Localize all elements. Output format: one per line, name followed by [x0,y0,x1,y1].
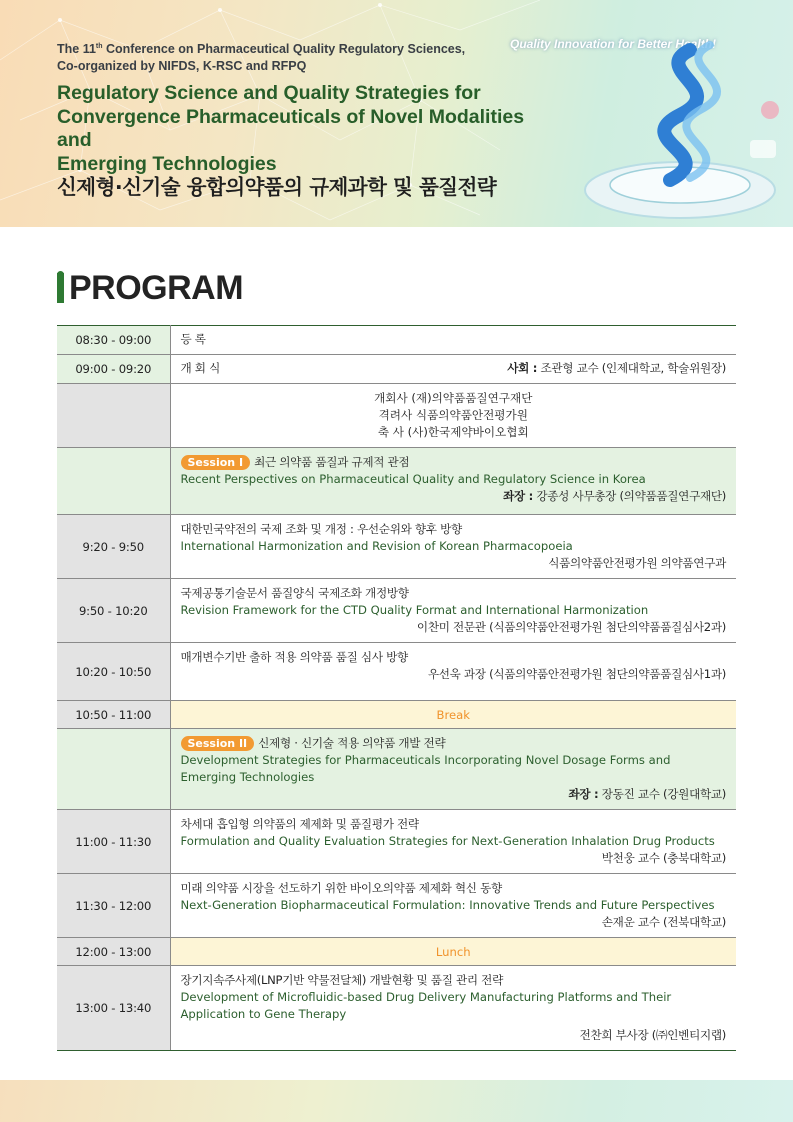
addresses-cell: 개회사 (재)의약품품질연구재단 격려사 식품의약품안전평가원 축 사 (사)한국제약바이오협회 [170,384,736,448]
time-cell: 12:00 - 13:00 [57,938,170,966]
session1-badge: Session I [181,455,251,470]
table-row [57,579,736,643]
registration-cell: 등 록 [170,326,736,355]
time-cell: 13:00 - 13:40 [57,966,170,1051]
heading-marker [57,273,64,303]
time-cell: 10:20 - 10:50 [57,643,170,701]
slogan: Quality Innovation for Better Health! [510,37,717,51]
table-row [57,515,736,579]
session2-cell: Session II 신제형 · 신기술 적용 의약품 개발 전략 Development Strategies for Pharmaceuticals Incorporating Novel Dosage Forms and Emerging Technologies 좌장 : 장동진 교수 (강원대학교) [170,729,736,810]
talk-cell: 매개변수기반 출하 적용 의약품 품질 심사 방향 우선욱 과장 (식품의약품안전평가원 첨단의약품품질심사1과) [170,643,736,701]
table-row [57,326,736,355]
session1-cell: Session I 최근 의약품 품질과 규제적 관점 Recent Perspectives on Pharmaceutical Quality and Regulatory Science in Korea 좌장 : 강종성 사무총장 (의약품품질연구재단) [170,448,736,515]
program-table [57,325,736,1051]
lunch-cell: Lunch [170,938,736,966]
time-cell: 09:00 - 09:20 [57,355,170,384]
conference-subtitle: The 11th Conference on Pharmaceutical Quality Regulatory Sciences, Co-organized by NIFDS, K-RSC and RFPQ [57,42,466,74]
table-row [57,938,736,966]
title-korean: 신제형·신기술 융합의약품의 규제과학 및 품질전략 [57,175,497,199]
table-row [57,966,736,1051]
talk-cell: 대한민국약전의 국제 조화 및 개정 : 우선순위와 향후 방향 International Harmonization and Revision of Korean Pharmacopoeia 식품의약품안전평가원 의약품연구과 [170,515,736,579]
time-cell: 10:50 - 11:00 [57,701,170,729]
table-row [57,355,736,384]
talk-cell: 미래 의약품 시장을 선도하기 위한 바이오의약품 제제화 혁신 동향 Next-Generation Biopharmaceutical Formulation: Innovative Trends and Future Perspectives 손재운 교수 (전북대학교) [170,874,736,938]
time-cell [57,729,170,810]
table-row [57,729,736,810]
table-row [57,384,736,448]
table-row [57,643,736,701]
time-cell: 9:20 - 9:50 [57,515,170,579]
dna-helix-illustration [560,40,793,227]
table-row [57,810,736,874]
table-row [57,701,736,729]
time-cell: 08:30 - 09:00 [57,326,170,355]
time-cell [57,448,170,515]
footer-band [0,1080,793,1122]
time-cell: 11:30 - 12:00 [57,874,170,938]
session2-badge: Session II [181,736,255,751]
time-cell: 9:50 - 10:20 [57,579,170,643]
table-row [57,448,736,515]
program-heading [57,270,243,306]
title-english: Regulatory Science and Quality Strategies for Convergence Pharmaceuticals of Novel Modalities and Emerging Technologies [57,82,525,175]
talk-cell: 차세대 흡입형 의약품의 제제화 및 품질평가 전략 Formulation and Quality Evaluation Strategies for Next-Generation Inhalation Drug Products 박천웅 교수 (충북대학교) [170,810,736,874]
time-cell [57,384,170,448]
table-row [57,874,736,938]
talk-cell: 장기지속주사제(LNP기반 약물전달체) 개발현황 및 품질 관리 전략 Development of Microfluidic-based Drug Delivery Manufacturing Platforms and Their Application to Gene Therapy 전찬희 부사장 (㈜인벤티지랩) [170,966,736,1051]
header-banner [0,0,793,227]
program-title: PROGRAM [69,268,244,307]
time-cell: 11:00 - 11:30 [57,810,170,874]
talk-cell: 국제공통기술문서 품질양식 국제조화 개정방향 Revision Framework for the CTD Quality Format and International Harmonization 이찬미 전문관 (식품의약품안전평가원 첨단의약품품질심사2과) [170,579,736,643]
break-cell: Break [170,701,736,729]
opening-cell: 개 회 식 사회 : 조관형 교수 (인제대학교, 학술위원장) [170,355,736,384]
